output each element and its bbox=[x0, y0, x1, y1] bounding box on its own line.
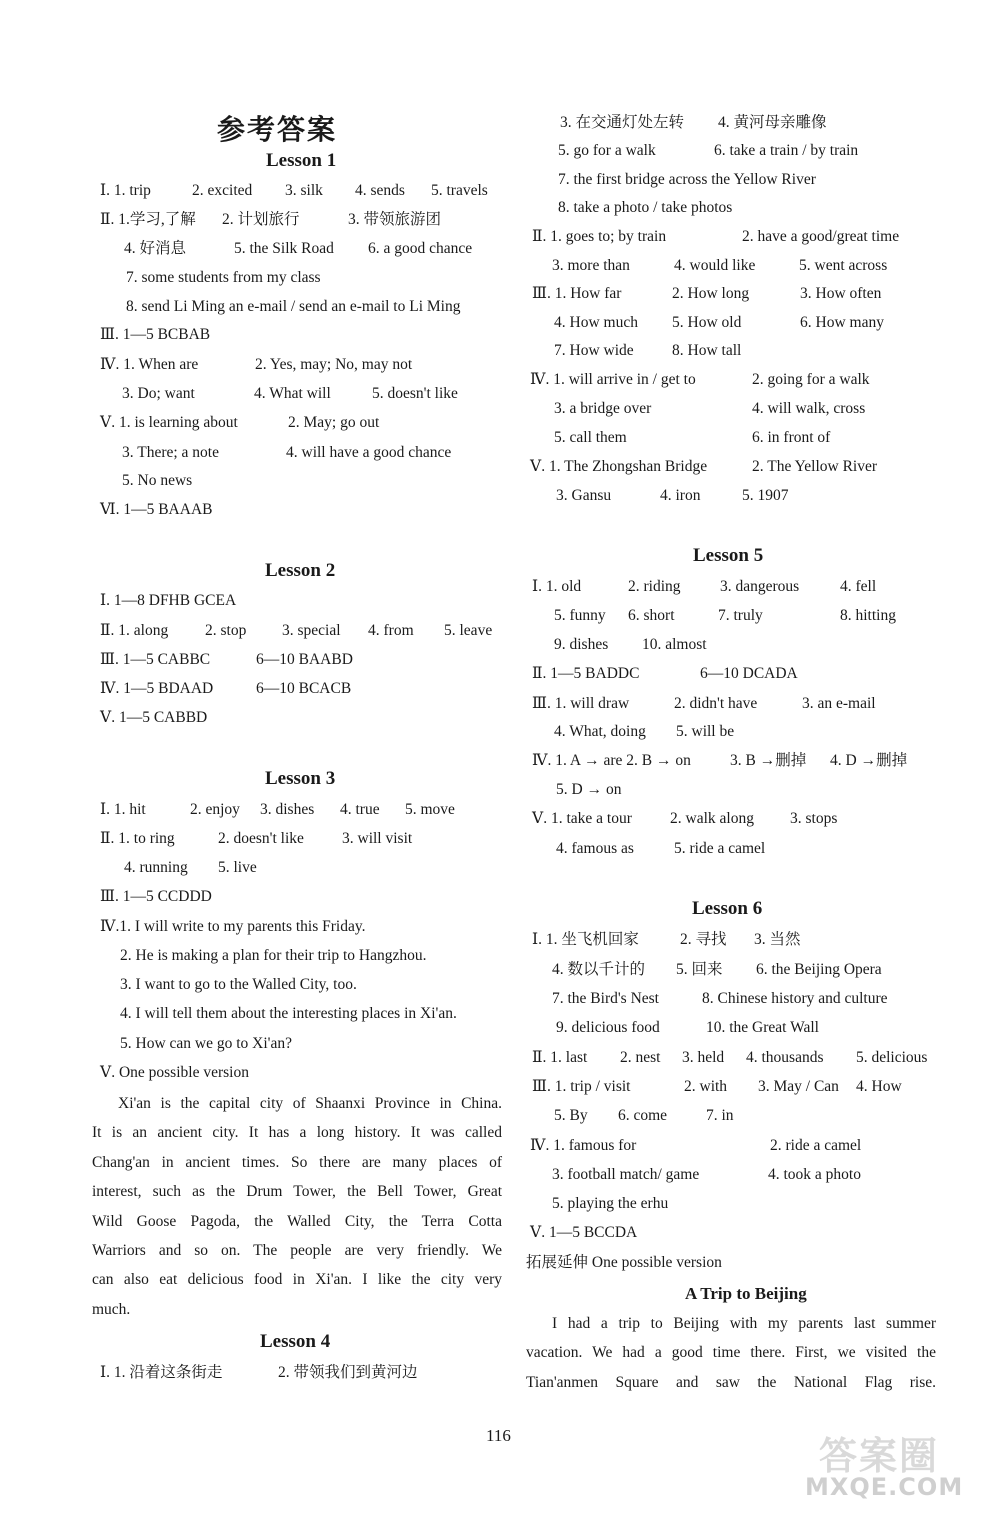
essay-paragraph: I had a trip to Beijing with my parents last summer vacation. We had a good time there. First, we visited the Tian'anmen Square and saw the National Flag rise. bbox=[526, 1315, 936, 1391]
watermark-logo bbox=[805, 1425, 985, 1505]
watermark-logo-text: 答案圈 bbox=[819, 1434, 940, 1478]
lesson-heading: Lesson 5 bbox=[693, 545, 764, 566]
page-title: 参考答案 bbox=[217, 113, 338, 146]
essay-title: A Trip to Beijing bbox=[685, 1284, 807, 1303]
watermark-site-text: MXQE.COM bbox=[805, 1473, 964, 1501]
lesson-heading: Lesson 3 bbox=[265, 768, 336, 789]
lesson-heading: Lesson 4 bbox=[260, 1331, 331, 1352]
lesson-heading: Lesson 2 bbox=[265, 560, 336, 581]
page-number: 116 bbox=[486, 1426, 511, 1445]
lesson-heading: Lesson 1 bbox=[266, 150, 337, 171]
essay-paragraph: Xi'an is the capital city of Shaanxi Province in China. It is an ancient city. It has a long history. It was called Chang'an in ancient times. So there are many places of interest, such as the Drum Tower, the Bell Tower, Great Wild Goose Pagoda, the Walled City, the Terra Cotta Warriors and so on. The people are very friendly. We can also eat delicious food in Xi'an. I like the city very much. bbox=[92, 1095, 502, 1318]
lesson-heading: Lesson 6 bbox=[692, 898, 763, 919]
